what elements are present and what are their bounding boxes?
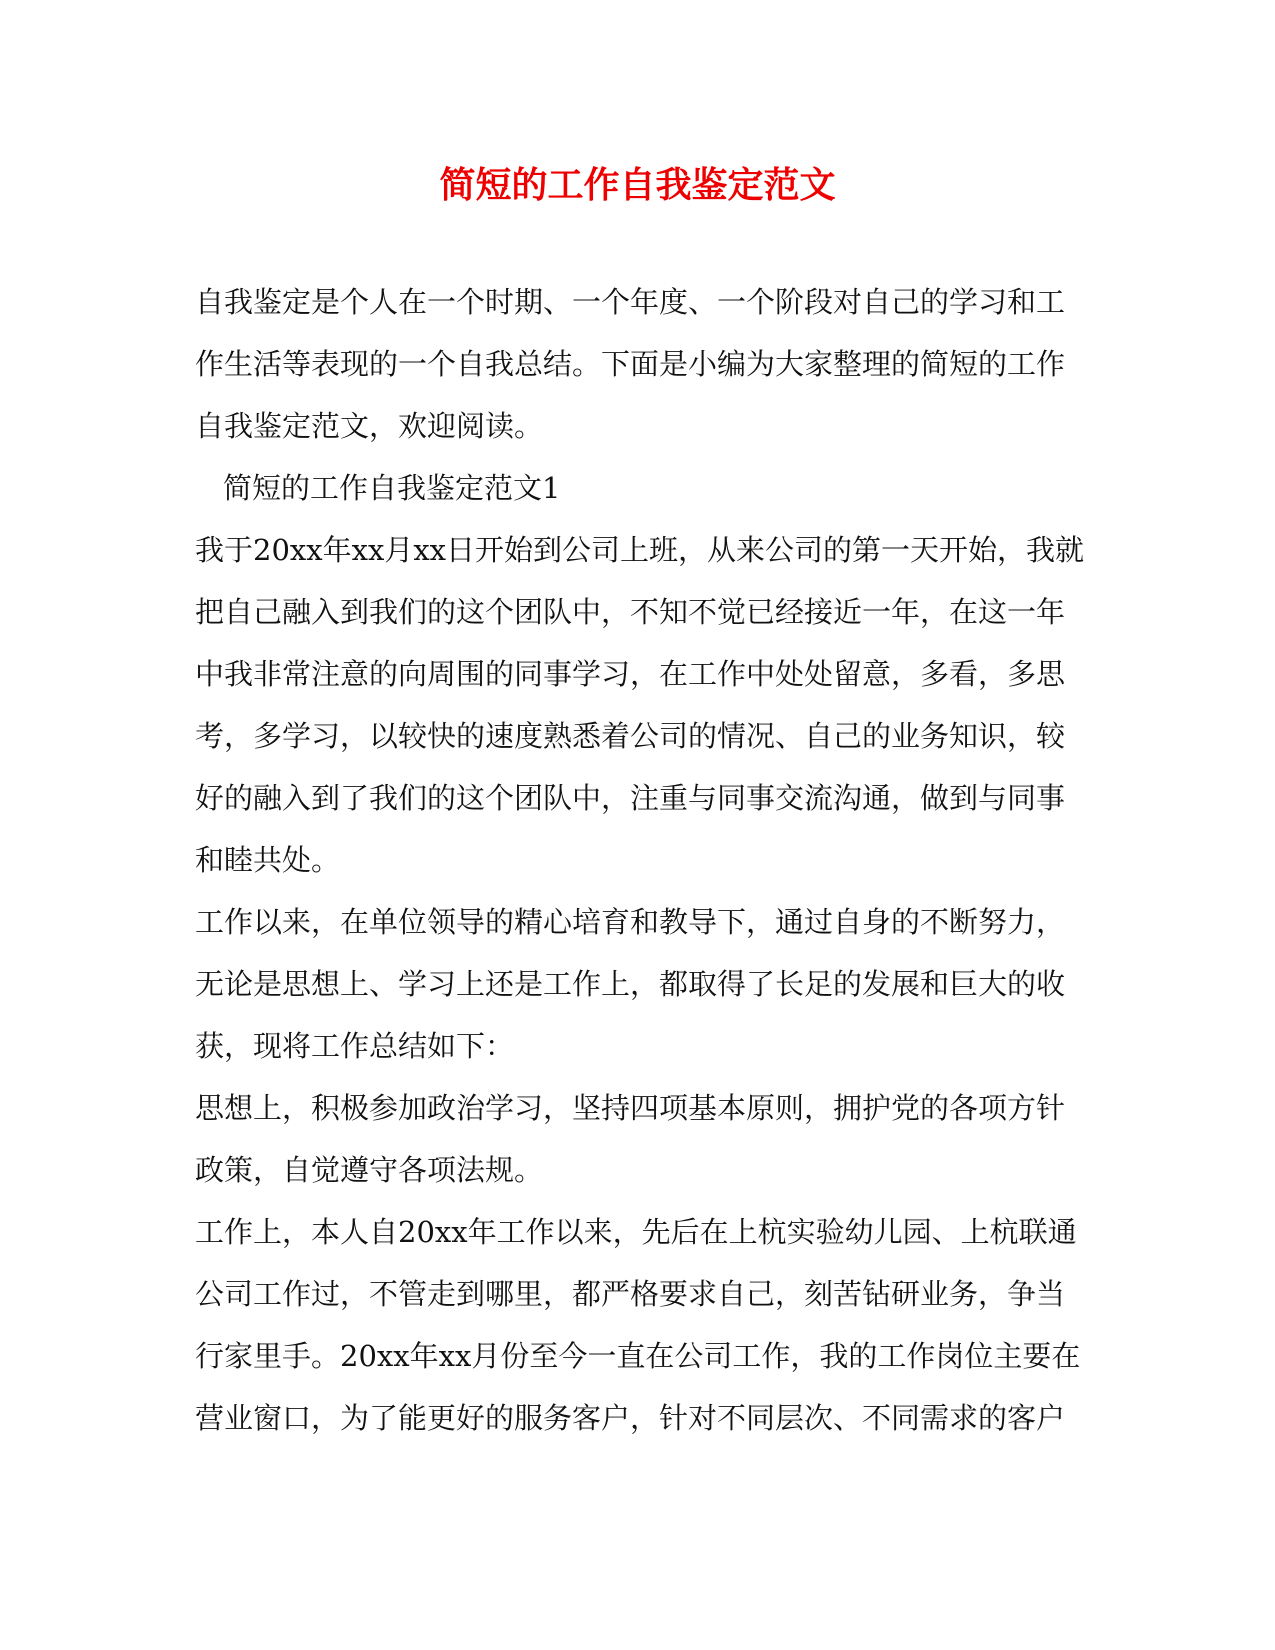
paragraph-line: 把自己融入到我们的这个团队中，不知不觉已经接近一年，在这一年 — [195, 595, 1066, 629]
paragraph-line: 获，现将工作总结如下： — [195, 1029, 515, 1063]
paragraph-line: 自我鉴定范文，欢迎阅读。 — [195, 409, 544, 443]
paragraph-line: 自我鉴定是个人在一个时期、一个年度、一个阶段对自己的学习和工 — [195, 285, 1066, 319]
paragraph-line: 好的融入到了我们的这个团队中，注重与同事交流沟通，做到与同事 — [195, 781, 1066, 815]
paragraph-line: 思想上，积极参加政治学习，坚持四项基本原则，拥护党的各项方针 — [195, 1091, 1066, 1125]
section-heading: 简短的工作自我鉴定范文1 — [223, 471, 561, 505]
paragraph-line: 考，多学习，以较快的速度熟悉着公司的情况、自己的业务知识，较 — [195, 719, 1066, 753]
paragraph-line: 和睦共处。 — [195, 843, 341, 877]
paragraph-line: 工作以来，在单位领导的精心培育和教导下，通过自身的不断努力， — [195, 905, 1066, 939]
paragraph-line: 政策，自觉遵守各项法规。 — [195, 1153, 544, 1187]
paragraph-line: 工作上，本人自20xx年工作以来，先后在上杭实验幼儿园、上杭联通 — [195, 1215, 1077, 1249]
paragraph-line: 我于20xx年xx月xx日开始到公司上班，从来公司的第一天开始，我就 — [195, 533, 1085, 567]
document-title: 简短的工作自我鉴定范文 — [439, 164, 836, 206]
paragraph-line: 行家里手。20xx年xx月份至今一直在公司工作，我的工作岗位主要在 — [195, 1339, 1081, 1373]
paragraph-line: 无论是思想上、学习上还是工作上，都取得了长足的发展和巨大的收 — [195, 967, 1066, 1001]
paragraph-line: 公司工作过，不管走到哪里，都严格要求自己，刻苦钻研业务，争当 — [195, 1277, 1066, 1311]
paragraph-line: 营业窗口，为了能更好的服务客户，针对不同层次、不同需求的客户 — [195, 1401, 1066, 1435]
paragraph-line: 作生活等表现的一个自我总结。下面是小编为大家整理的简短的工作 — [195, 347, 1066, 381]
paragraph-line: 中我非常注意的向周围的同事学习，在工作中处处留意，多看，多思 — [195, 657, 1066, 691]
